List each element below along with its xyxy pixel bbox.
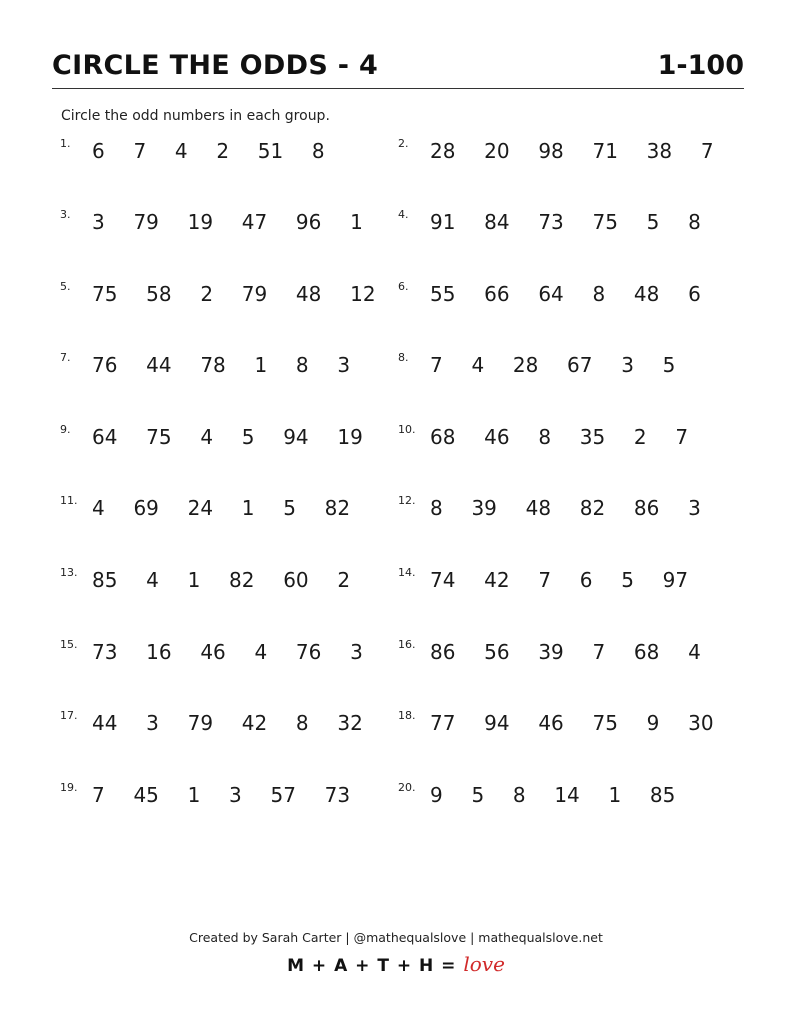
problem-values: 76 44 78 1 8 3 xyxy=(92,353,351,377)
worksheet-title: CIRCLE THE ODDS - 4 xyxy=(52,50,379,81)
problem-values: 55 66 64 8 48 6 xyxy=(430,282,701,306)
problem-values: 85 4 1 82 60 2 xyxy=(92,568,351,592)
number-range: 1-100 xyxy=(657,50,744,81)
instructions: Circle the odd numbers in each group. xyxy=(61,108,330,124)
problem-number: 12. xyxy=(398,494,416,507)
logo-love: love xyxy=(463,952,505,976)
logo-text: M + A + T + H = xyxy=(287,956,457,976)
problem-number: 15. xyxy=(60,638,78,651)
problem-values: 8 39 48 82 86 3 xyxy=(430,496,701,520)
problem-values: 9 5 8 14 1 85 xyxy=(430,783,676,807)
problem-values: 68 46 8 35 2 7 xyxy=(430,425,689,449)
problem-number: 2. xyxy=(398,137,409,150)
problem-number: 13. xyxy=(60,566,78,579)
problem-values: 28 20 98 71 38 7 xyxy=(430,139,714,163)
problem-values: 3 79 19 47 96 1 xyxy=(92,210,363,234)
problem-number: 6. xyxy=(398,280,409,293)
problem-values: 7 4 28 67 3 5 xyxy=(430,353,676,377)
problem-number: 4. xyxy=(398,208,409,221)
problem-number: 14. xyxy=(398,566,416,579)
problem-number: 3. xyxy=(60,208,71,221)
footer-logo xyxy=(0,952,792,976)
problem-values: 4 69 24 1 5 82 xyxy=(92,496,351,520)
problem-number: 16. xyxy=(398,638,416,651)
problem-values: 91 84 73 75 5 8 xyxy=(430,210,701,234)
problem-number: 19. xyxy=(60,781,78,794)
problem-values: 7 45 1 3 57 73 xyxy=(92,783,351,807)
problem-number: 17. xyxy=(60,709,78,722)
problem-values: 73 16 46 4 76 3 xyxy=(92,640,363,664)
problem-number: 18. xyxy=(398,709,416,722)
problem-values: 64 75 4 5 94 19 xyxy=(92,425,363,449)
problem-values: 86 56 39 7 68 4 xyxy=(430,640,701,664)
problem-number: 8. xyxy=(398,351,409,364)
problem-number: 20. xyxy=(398,781,416,794)
problem-values: 44 3 79 42 8 32 xyxy=(92,711,363,735)
problem-values: 6 7 4 2 51 8 xyxy=(92,139,325,163)
problem-number: 5. xyxy=(60,280,71,293)
problem-values: 75 58 2 79 48 12 xyxy=(92,282,376,306)
problem-number: 11. xyxy=(60,494,78,507)
problem-values: 74 42 7 6 5 97 xyxy=(430,568,689,592)
footer-credit: Created by Sarah Carter | @mathequalslove | mathequalslove.net xyxy=(189,930,603,945)
problem-number: 1. xyxy=(60,137,71,150)
problem-number: 9. xyxy=(60,423,71,436)
problem-number: 10. xyxy=(398,423,416,436)
problem-number: 7. xyxy=(60,351,71,364)
problem-values: 77 94 46 75 9 30 xyxy=(430,711,714,735)
